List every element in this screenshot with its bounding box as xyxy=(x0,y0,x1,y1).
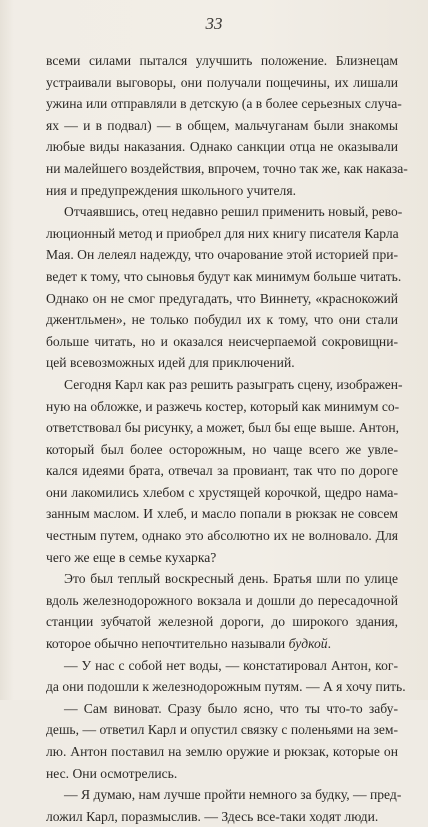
text-line xyxy=(46,633,398,655)
paragraph xyxy=(46,655,406,698)
text-line: — У нас с собой нет воды, — констатировал Антон, ког- xyxy=(64,657,398,673)
text-line: устраивали выговоры, они получали пощечины, их лишали xyxy=(46,74,398,90)
text-line: ведет к тому, что сыновья будут как минимум больше читать. xyxy=(46,268,402,284)
text-segment: . xyxy=(327,636,331,652)
text-line: лю. Антон поставил на землю оружие и рюкзак, которые он xyxy=(46,744,398,759)
text-line: да они подошли к железнодорожным путям. — А я хочу пить. xyxy=(46,679,406,695)
text-line: всеми силами пытался улучшить положение. Близнецам xyxy=(46,53,398,68)
text-line: ях — и в подвал) — в общем, мальчуганам были знакомы xyxy=(46,117,398,133)
text-line: дешь, — ответил Карл и опустил связку с поленьями на зем- xyxy=(46,722,398,738)
text-line: чего же еще в семье кухарка? xyxy=(46,549,217,565)
body-text xyxy=(46,50,408,827)
paragraph xyxy=(46,698,398,784)
text-line: Однако он не смог предугадать, что Виннету, «краснокожий xyxy=(46,290,398,306)
emphasis-text: будкой xyxy=(288,636,328,652)
text-line: ни малейшего воздействия, впрочем, точно так же, как наказа- xyxy=(46,160,408,176)
text-line: Сегодня Карл как раз решить разыграть сцену, изображен- xyxy=(64,376,403,392)
paragraph xyxy=(46,201,403,374)
text-segment: которое обычно непочтительно называли xyxy=(46,636,289,652)
text-line: ложил Карл, поразмыслив. — Здесь все-таки ходят люди. xyxy=(46,808,379,824)
text-line: кался идеями брата, отвечал за провиант, так что по дороге xyxy=(46,463,398,479)
text-line: больше читать, но и оказался неисчерпаемой сокровищни- xyxy=(46,333,398,349)
text-line: станции зубчатой железной дороги, до широкого здания, xyxy=(46,614,398,630)
text-line: люционный метод и приобрел для них книгу писателя Карла xyxy=(46,225,399,241)
text-line: Отчаявшись, отец недавно решил применить новый, рево- xyxy=(64,204,403,220)
paragraph xyxy=(46,784,402,827)
text-line: ужина или отправляли в детскую (а в более серьезных случа- xyxy=(46,96,402,112)
text-line: цей всевозможных идей для приключений. xyxy=(46,355,295,371)
text-line: Мая. Он лелеял надежду, что очарование этой историей при- xyxy=(46,247,399,263)
text-line: ную на обложке, и разжечь костер, который как минимум со- xyxy=(46,398,400,414)
text-line: любые виды наказания. Однако санкции отца не оказывали xyxy=(46,139,398,155)
text-line: честным путем, однако это абсолютно их не волновало. Для xyxy=(46,528,398,544)
text-line: они лакомились хлебом с хрустящей корочкой, щедро нама- xyxy=(46,484,398,500)
page-number: 33 xyxy=(205,14,223,33)
text-line: джентльмен», не только побудил их к тому, что они стали xyxy=(46,312,398,328)
text-line: — Я думаю, нам лучше пройти немного за будку, — пред- xyxy=(64,787,402,803)
paragraph xyxy=(46,50,408,201)
paragraph xyxy=(46,568,398,654)
text-line: ния и предупреждения школьного учителя. xyxy=(46,182,296,198)
text-line: который был более осторожным, но чаще всего же увле- xyxy=(46,441,398,457)
text-line: — Сам виноват. Сразу было ясно, что ты что-то забу- xyxy=(64,700,398,716)
text-line: вдоль железнодорожного вокзала и дошли до пересадочной xyxy=(46,592,398,608)
text-line: ответствовал бы рисунку, а может, был бы еще выше. Антон, xyxy=(46,420,400,436)
paragraph xyxy=(46,374,403,568)
text-line: занным маслом. И хлеб, и масло попали в рюкзак не совсем xyxy=(46,506,398,522)
text-line: Это был теплый воскресный день. Братья шли по улице xyxy=(64,571,398,587)
text-line: нес. Они осмотрелись. xyxy=(46,765,178,781)
